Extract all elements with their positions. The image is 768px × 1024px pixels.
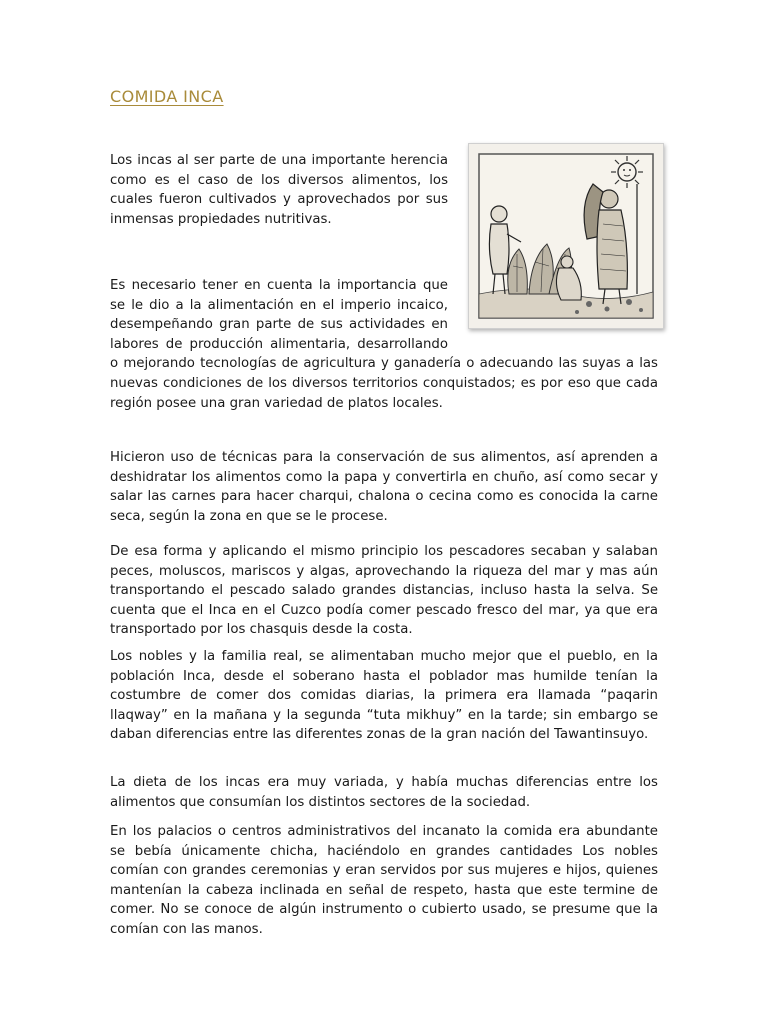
paragraph-1: Los incas al ser parte de una importante herencia como es el caso de los diversos alimentos, los cuales fueron cultivados y aprovechados por sus inmensas propiedades nutritivas. bbox=[110, 153, 448, 227]
figure-wrap-space bbox=[448, 276, 658, 346]
paragraph-4: De esa forma y aplicando el mismo principio los pescadores secaban y salaban peces, moluscos, mariscos y algas, aprovechando la riqueza del mar y mas aún transportando el pescado salado grandes distancias, incluso hasta la selva. Se cuenta que el Inca en el Cuzco podía comer pescado fresco del mar, ya que era transportado por los chasquis desde la costa. bbox=[110, 544, 658, 638]
paragraph-5: Los nobles y la familia real, se alimentaban mucho mejor que el pueblo, en la población Inca, desde el soberano hasta el poblador mas humilde tenían la costumbre de comer dos comidas diarias, la primera era llamada “paqarin llaqway” en la mañana y la segunda “tuta mikhuy” en la tarde; sin embargo se daban diferencias entre las diferentes zonas de la gran nación del Tawantinsuyo. bbox=[110, 649, 658, 743]
page-title: COMIDA INCA bbox=[110, 87, 224, 106]
paragraph-2-wrap bbox=[110, 276, 658, 413]
paragraph-7: En los palacios o centros administrativos del incanato la comida era abundante se bebía únicamente chicha, haciéndolo en grandes cantidades Los nobles comían con grandes ceremonias y eran servidos por sus mujeres e hijos, quienes mantenían la cabeza inclinada en señal de respeto, hasta que este termine de comer. No se conoce de algún instrumento o cubierto usado, se presume que la comían con las manos. bbox=[110, 824, 658, 937]
paragraph-3: Hicieron uso de técnicas para la conservación de sus alimentos, así aprenden a deshidratar los alimentos como la papa y convertirla en chuño, así como secar y salar las carnes para hacer charqui, chalona o cecina como es conocida la carne seca, según la zona en que se le procese. bbox=[110, 450, 658, 524]
paragraph-2: Es necesario tener en cuenta la importancia que se le dio a la alimentación en el imperio incaico, desempeñando gran parte de sus actividades en labores de producción alimentaria, desarrollando o mejorando tecnologías de agricultura y ganadería o adecuando las suyas a las nuevas condiciones de los diversos territorios conquistados; es por eso que cada región posee una gran variedad de platos locales. bbox=[110, 278, 658, 411]
paragraph-6: La dieta de los incas era muy variada, y había muchas diferencias entre los alimentos que consumían los distintos sectores de la sociedad. bbox=[110, 775, 658, 810]
